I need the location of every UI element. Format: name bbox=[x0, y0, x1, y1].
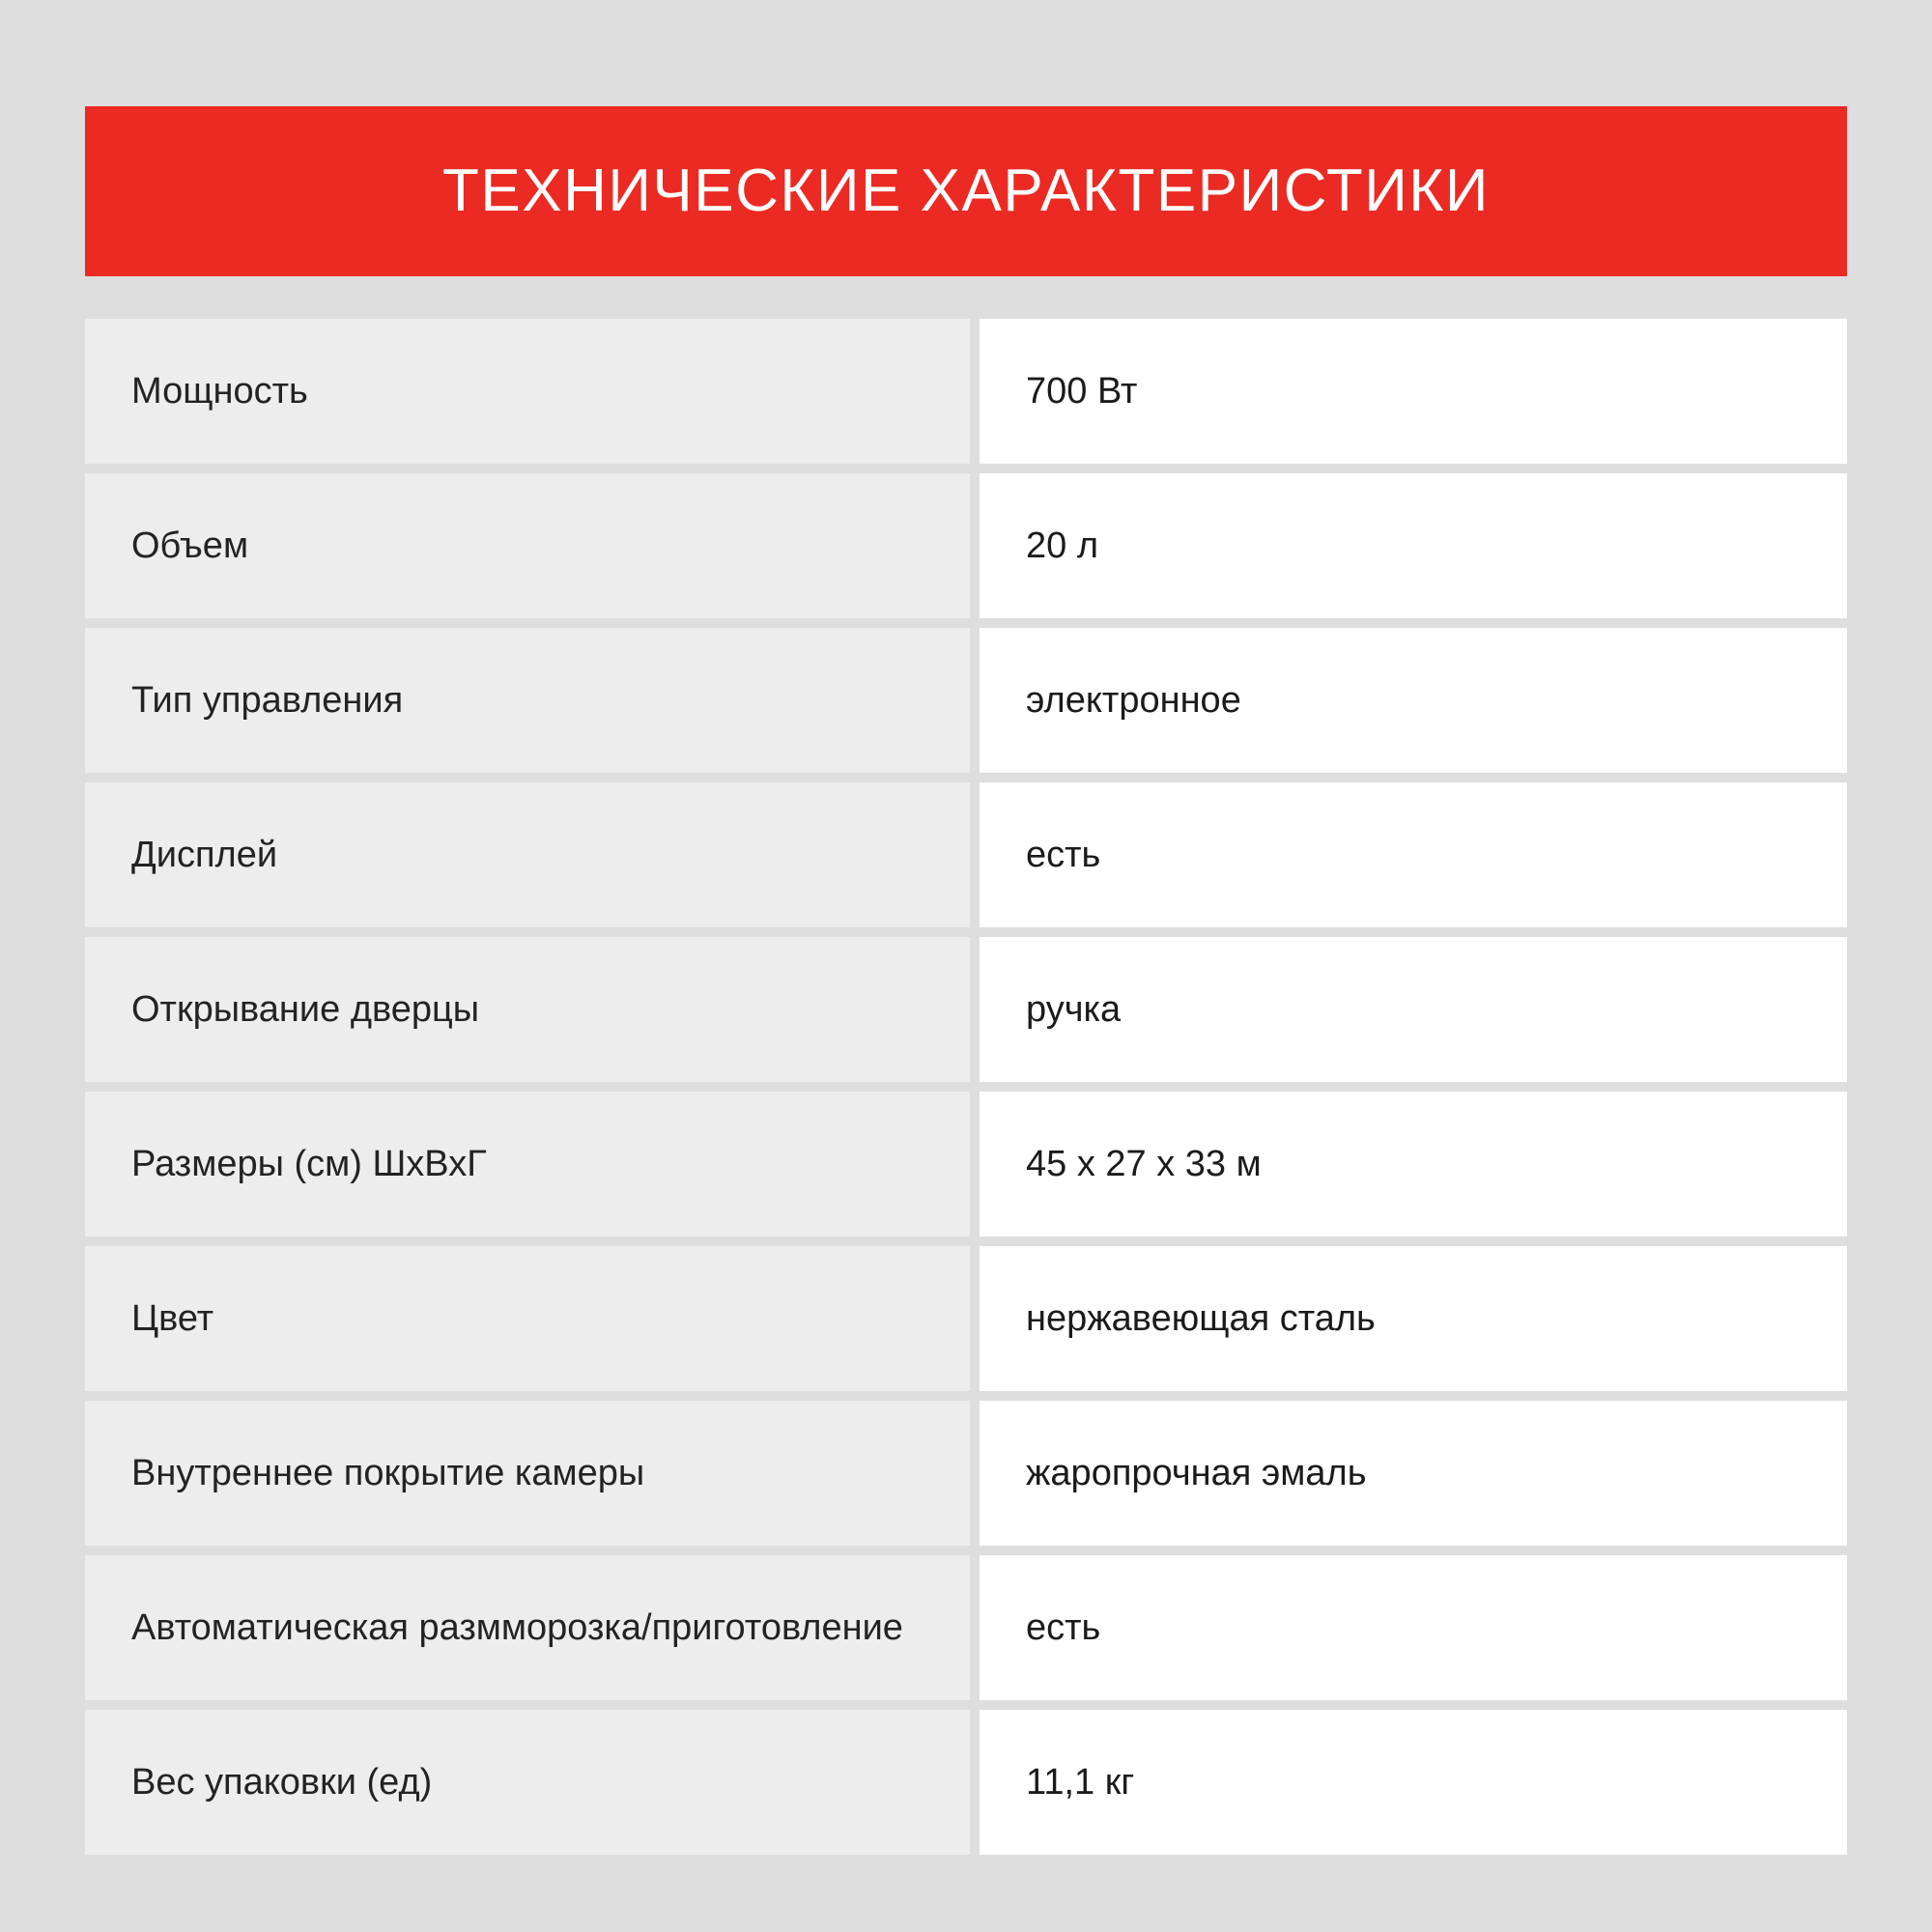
spec-value-cell bbox=[980, 1555, 1847, 1700]
spec-name-text: Открывание дверцы bbox=[131, 988, 480, 1030]
spec-value-text: есть bbox=[1026, 1606, 1101, 1648]
page-title: ТЕХНИЧЕСКИЕ ХАРАКТЕРИСТИКИ bbox=[442, 157, 1490, 224]
table-row bbox=[85, 628, 1847, 773]
spec-name-text: Мощность bbox=[131, 370, 308, 412]
table-row bbox=[85, 473, 1847, 618]
specifications-table bbox=[85, 319, 1847, 1855]
spec-name-text: Цвет bbox=[131, 1297, 214, 1339]
spec-value-text: 11,1 кг bbox=[1026, 1761, 1135, 1803]
spec-value-cell bbox=[980, 937, 1847, 1082]
spec-value-text: ручка bbox=[1026, 988, 1122, 1030]
table-row bbox=[85, 1710, 1847, 1855]
spec-value-cell bbox=[980, 782, 1847, 927]
spec-name-text: Вес упаковки (ед) bbox=[131, 1761, 433, 1803]
spec-header-banner bbox=[85, 106, 1847, 276]
spec-name-text: Размеры (см) ШхВхГ bbox=[131, 1143, 487, 1184]
spec-value-text: есть bbox=[1026, 834, 1101, 875]
spec-value-text: 700 Вт bbox=[1026, 370, 1138, 412]
spec-name-text: Объем bbox=[131, 525, 249, 566]
table-row bbox=[85, 1246, 1847, 1391]
spec-value-text: электронное bbox=[1026, 679, 1241, 721]
table-row bbox=[85, 1555, 1847, 1700]
table-row bbox=[85, 319, 1847, 464]
table-row bbox=[85, 1401, 1847, 1546]
spec-value-cell bbox=[980, 319, 1847, 464]
spec-name-cell bbox=[85, 1092, 970, 1236]
spec-name-cell bbox=[85, 1710, 970, 1855]
spec-name-text: Тип управления bbox=[131, 679, 404, 721]
spec-value-cell bbox=[980, 1092, 1847, 1236]
spec-name-cell bbox=[85, 1401, 970, 1546]
spec-value-text: 45 x 27 x 33 м bbox=[1026, 1143, 1262, 1184]
spec-name-cell bbox=[85, 1246, 970, 1391]
table-row bbox=[85, 937, 1847, 1082]
spec-value-cell bbox=[980, 473, 1847, 618]
spec-value-text: нержавеющая сталь bbox=[1026, 1297, 1376, 1339]
spec-value-text: 20 л bbox=[1026, 525, 1098, 566]
spec-name-text: Дисплей bbox=[131, 834, 278, 875]
spec-name-cell bbox=[85, 319, 970, 464]
spec-name-text: Внутреннее покрытие камеры bbox=[131, 1452, 645, 1493]
spec-name-cell bbox=[85, 473, 970, 618]
spec-value-cell bbox=[980, 628, 1847, 773]
spec-value-text: жаропрочная эмаль bbox=[1026, 1452, 1367, 1493]
spec-name-cell bbox=[85, 937, 970, 1082]
spec-name-cell bbox=[85, 1555, 970, 1700]
spec-value-cell bbox=[980, 1401, 1847, 1546]
spec-value-cell bbox=[980, 1246, 1847, 1391]
table-row bbox=[85, 1092, 1847, 1236]
spec-name-text: Автоматическая размморозка/приготовление bbox=[131, 1606, 903, 1648]
table-row bbox=[85, 782, 1847, 927]
spec-value-cell bbox=[980, 1710, 1847, 1855]
spec-name-cell bbox=[85, 782, 970, 927]
spec-name-cell bbox=[85, 628, 970, 773]
